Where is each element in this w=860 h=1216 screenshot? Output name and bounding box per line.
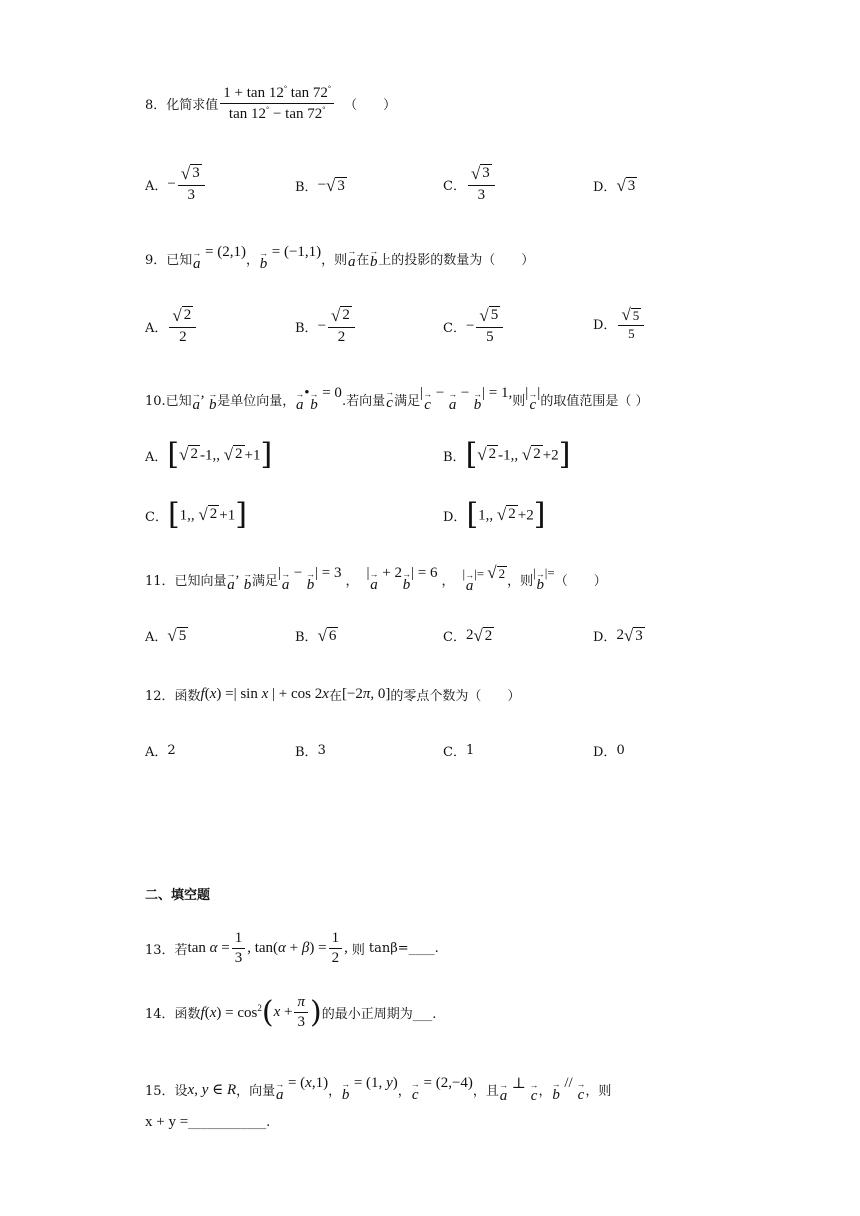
q8-fraction: $\frac{1 + \tan 12^\circ \tan 72^\circ}{\tan 12^\circ - \tan 72^\circ}$ xyxy=(220,84,334,124)
question-8 xyxy=(145,84,396,124)
q12-option-d[interactable]: D． 0 xyxy=(593,743,625,760)
q9-option-d[interactable]: D． √ 5 5 xyxy=(593,306,646,342)
q10-option-d[interactable]: D． [ 1,, √ 2 +2 ] xyxy=(443,497,546,532)
q12-option-b[interactable]: B． 3 xyxy=(295,743,326,760)
question-13: 13．若 tan α = $\frac{1}{3}$ , tan(α + β) = $\frac{1}{2}$ , 则 tanβ=____. xyxy=(145,930,439,967)
q8-paren: （ ） xyxy=(344,98,397,114)
q8-option-b[interactable]: B． − √ 3 xyxy=(295,176,345,196)
q14-answer-blank[interactable]: 的最小正周期为___. xyxy=(321,1007,437,1023)
q8-option-d[interactable]: D． √ 3 xyxy=(593,176,636,196)
q8-label: 8．化简求值 xyxy=(145,98,219,114)
q10-option-a[interactable]: A． [ √ 2 -1,, √ 2 +1 ] xyxy=(145,437,273,472)
question-12: 12．函数 f(x) =| sin x | + cos 2x 在 [−2π, 0] 的零点个数为（ ） xyxy=(145,686,521,704)
q9-option-c[interactable]: C． − √ 5 5 xyxy=(443,306,505,346)
q12-option-a[interactable]: A． 2 xyxy=(145,743,176,760)
question-9: 9．已知 → a = (2,1) ， → b = (−1,1) ，则 → a 在 → b 上的投影的数量为（ ） xyxy=(145,244,535,272)
q10-option-b[interactable]: B． [ √ 2 -1,, √ 2 +2 ] xyxy=(443,437,571,472)
question-15-answer: x + y = ____________. xyxy=(145,1114,271,1130)
q8-option-c[interactable]: C． √ 3 3 xyxy=(443,164,497,204)
q11-option-b[interactable]: B． √ 6 xyxy=(295,626,337,646)
question-15: 15．设 x, y ∈ R ，向量 → a = (x,1) ， → b = (1, y) ， → c = (2,−4) ，且 → a ⊥ → c ， → b // → c ，则 xyxy=(145,1075,612,1104)
q8-option-a[interactable]: A． − √ 3 3 xyxy=(145,164,207,204)
q13-answer-blank[interactable]: tanβ=____. xyxy=(368,941,439,957)
q11-option-c[interactable]: C． 2 √ 2 xyxy=(443,626,493,646)
question-14: 14．函数 $f(x) = \cos^2$ ( x + $\frac{\pi}{3}$ ) 的最小正周期为___. xyxy=(145,994,437,1031)
q11-option-d[interactable]: D． 2 √ 3 xyxy=(593,626,643,646)
section-title-fill-in: 二、填空题 xyxy=(145,888,211,903)
question-11: 11．已知向量 → a, → b 满足 | → a − → b| = 3 ， | → a + 2 → b| = 6 ， | → a|= √ 2 ，则 | → b|= （ ） xyxy=(145,563,607,594)
q11-option-a[interactable]: A． √ 5 xyxy=(145,626,187,646)
question-10: 10.已知 → a, → b 是单位向量， → a• → b = 0 .若向量 → c 满足 | → c − → a − → b| = 1, 则 | → c| 的取值范围是（ ） xyxy=(145,385,649,413)
q9-option-b[interactable]: B． − √ 2 2 xyxy=(295,306,357,346)
q9-option-a[interactable]: A． √ 2 2 xyxy=(145,306,198,346)
q10-option-c[interactable]: C． [ 1,, √ 2 +1 ] xyxy=(145,497,247,532)
q15-answer-blank[interactable]: ____________. xyxy=(188,1115,271,1130)
q12-option-c[interactable]: C． 1 xyxy=(443,743,475,760)
